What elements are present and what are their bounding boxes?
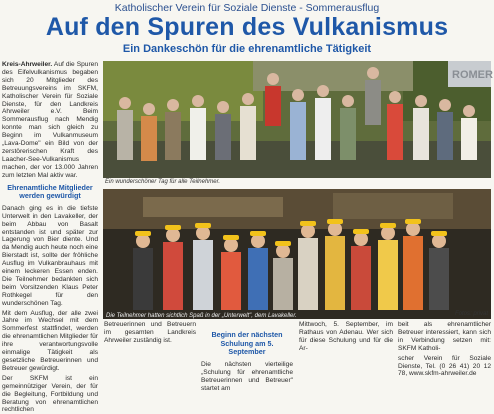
photo-caption-bottom: Die Teilnehmer hatten sichtlich Spaß in der „Unterwelt", dem Lavakeller. (106, 313, 297, 319)
body-paragraph-1: Danach ging es in die tiefste Unterwelt in den Lavakeller, der beim Abbau von Basalt entstanden ist und später zur Lagerung von Bier diente. Und da Mendig auch heute noch eine Bierstadt ist, sollte der fröhliche Ausflug im Vulkanbrauhaus mit einem leckeren Essen enden. Die Teilnehmer bedankten sich beim Vorsitzenden Klaus Peter Rothkegel für den wunderschönen Tag. (2, 204, 98, 307)
bottom-column-2-text: Die nächsten vierteilige „Schulung für ehrenamtliche Betreuerinnen und Betreuer" startet am (201, 360, 293, 392)
kicker: Katholischer Verein für Soziale Dienste - Sommerausflug (114, 2, 380, 14)
bottom-column-4-a: beit als ehrenamtlicher Betreuer interessiert, kann sich in Verbindung setzen mit: SKFM Katholi- (398, 321, 491, 352)
bottom-column-2 (201, 321, 293, 406)
photo-credit: Fotos: privat (454, 311, 488, 317)
lead-text: Auf die Spuren des Eifelvulkanismus begaben sich 20 Mitglieder des Betreuungsvereins im SKFM, Katholischer Verein für Soziale Dienste, für den Landkreis Ahrweiler e.V. Beim Sommerausflug nach Mendig konnte man sich gleich zu Beginn im Vulkanmuseum „Lava-Dome" ein Bild von der zerstörerischen Kraft des Laacher-See-Vulkanismus machen, der vor 13.000 Jahren zum letzten Mal aktiv war. (2, 61, 99, 179)
group-photo-outdoor (103, 61, 491, 178)
sign-text: ROMER (452, 69, 493, 81)
bottom-column-1-text: Betreuerinnen und Betreuern im gesamten Landkreis Ahrweiler zuständig ist. (104, 321, 196, 344)
bottom-column-3-a: Mittwoch, 5. September, im Rathaus von Adenau. Wer sich für diese Schulung und für die Ar- (299, 321, 393, 352)
subheadline: Ein Dankeschön für die ehrenamtliche Tätigkeit (122, 43, 372, 55)
section-heading-honored: Ehrenamtliche Mitglieder werden gewürdigt (7, 182, 93, 201)
group-photo-lava-cellar (103, 189, 491, 319)
bottom-column-4-b: scher Verein für Soziale Dienste, Tel. (0 26 41) 20 12 78, www.skfm-ahrweiler.de (398, 354, 491, 378)
section-heading-training: Beginn der nächsten Schulung am 5. September (211, 330, 283, 357)
bottom-column-4 (398, 321, 491, 406)
headline: Auf den Spuren des Vulkanismus (45, 13, 449, 41)
bottom-column-1 (104, 321, 196, 406)
body-paragraph-2: Mit dem Ausflug, der alle zwei Jahre im Wechsel mit dem Sommerfest stattfindet, werden die ehrenamtlichen Mitglieder für ihre verantwortungsvolle einmalige Tätigkeit als gesetzliche Betreuerinnen und Betreuer gewürdigt. (2, 309, 98, 372)
lead-place: Kreis-Ahrweiler. (2, 61, 53, 68)
bottom-column-3 (299, 321, 393, 406)
left-column (2, 61, 99, 414)
lead-paragraph (2, 61, 98, 180)
photo-caption-top: Ein wunderschöner Tag für alle Teilnehmer. (105, 179, 221, 185)
body-paragraph-3: Der SKFM ist ein gemeinnütziger Verein, der für die Begleitung, Fortbildung und Beratung von ehrenamtlichen rechtlichen (2, 374, 98, 414)
